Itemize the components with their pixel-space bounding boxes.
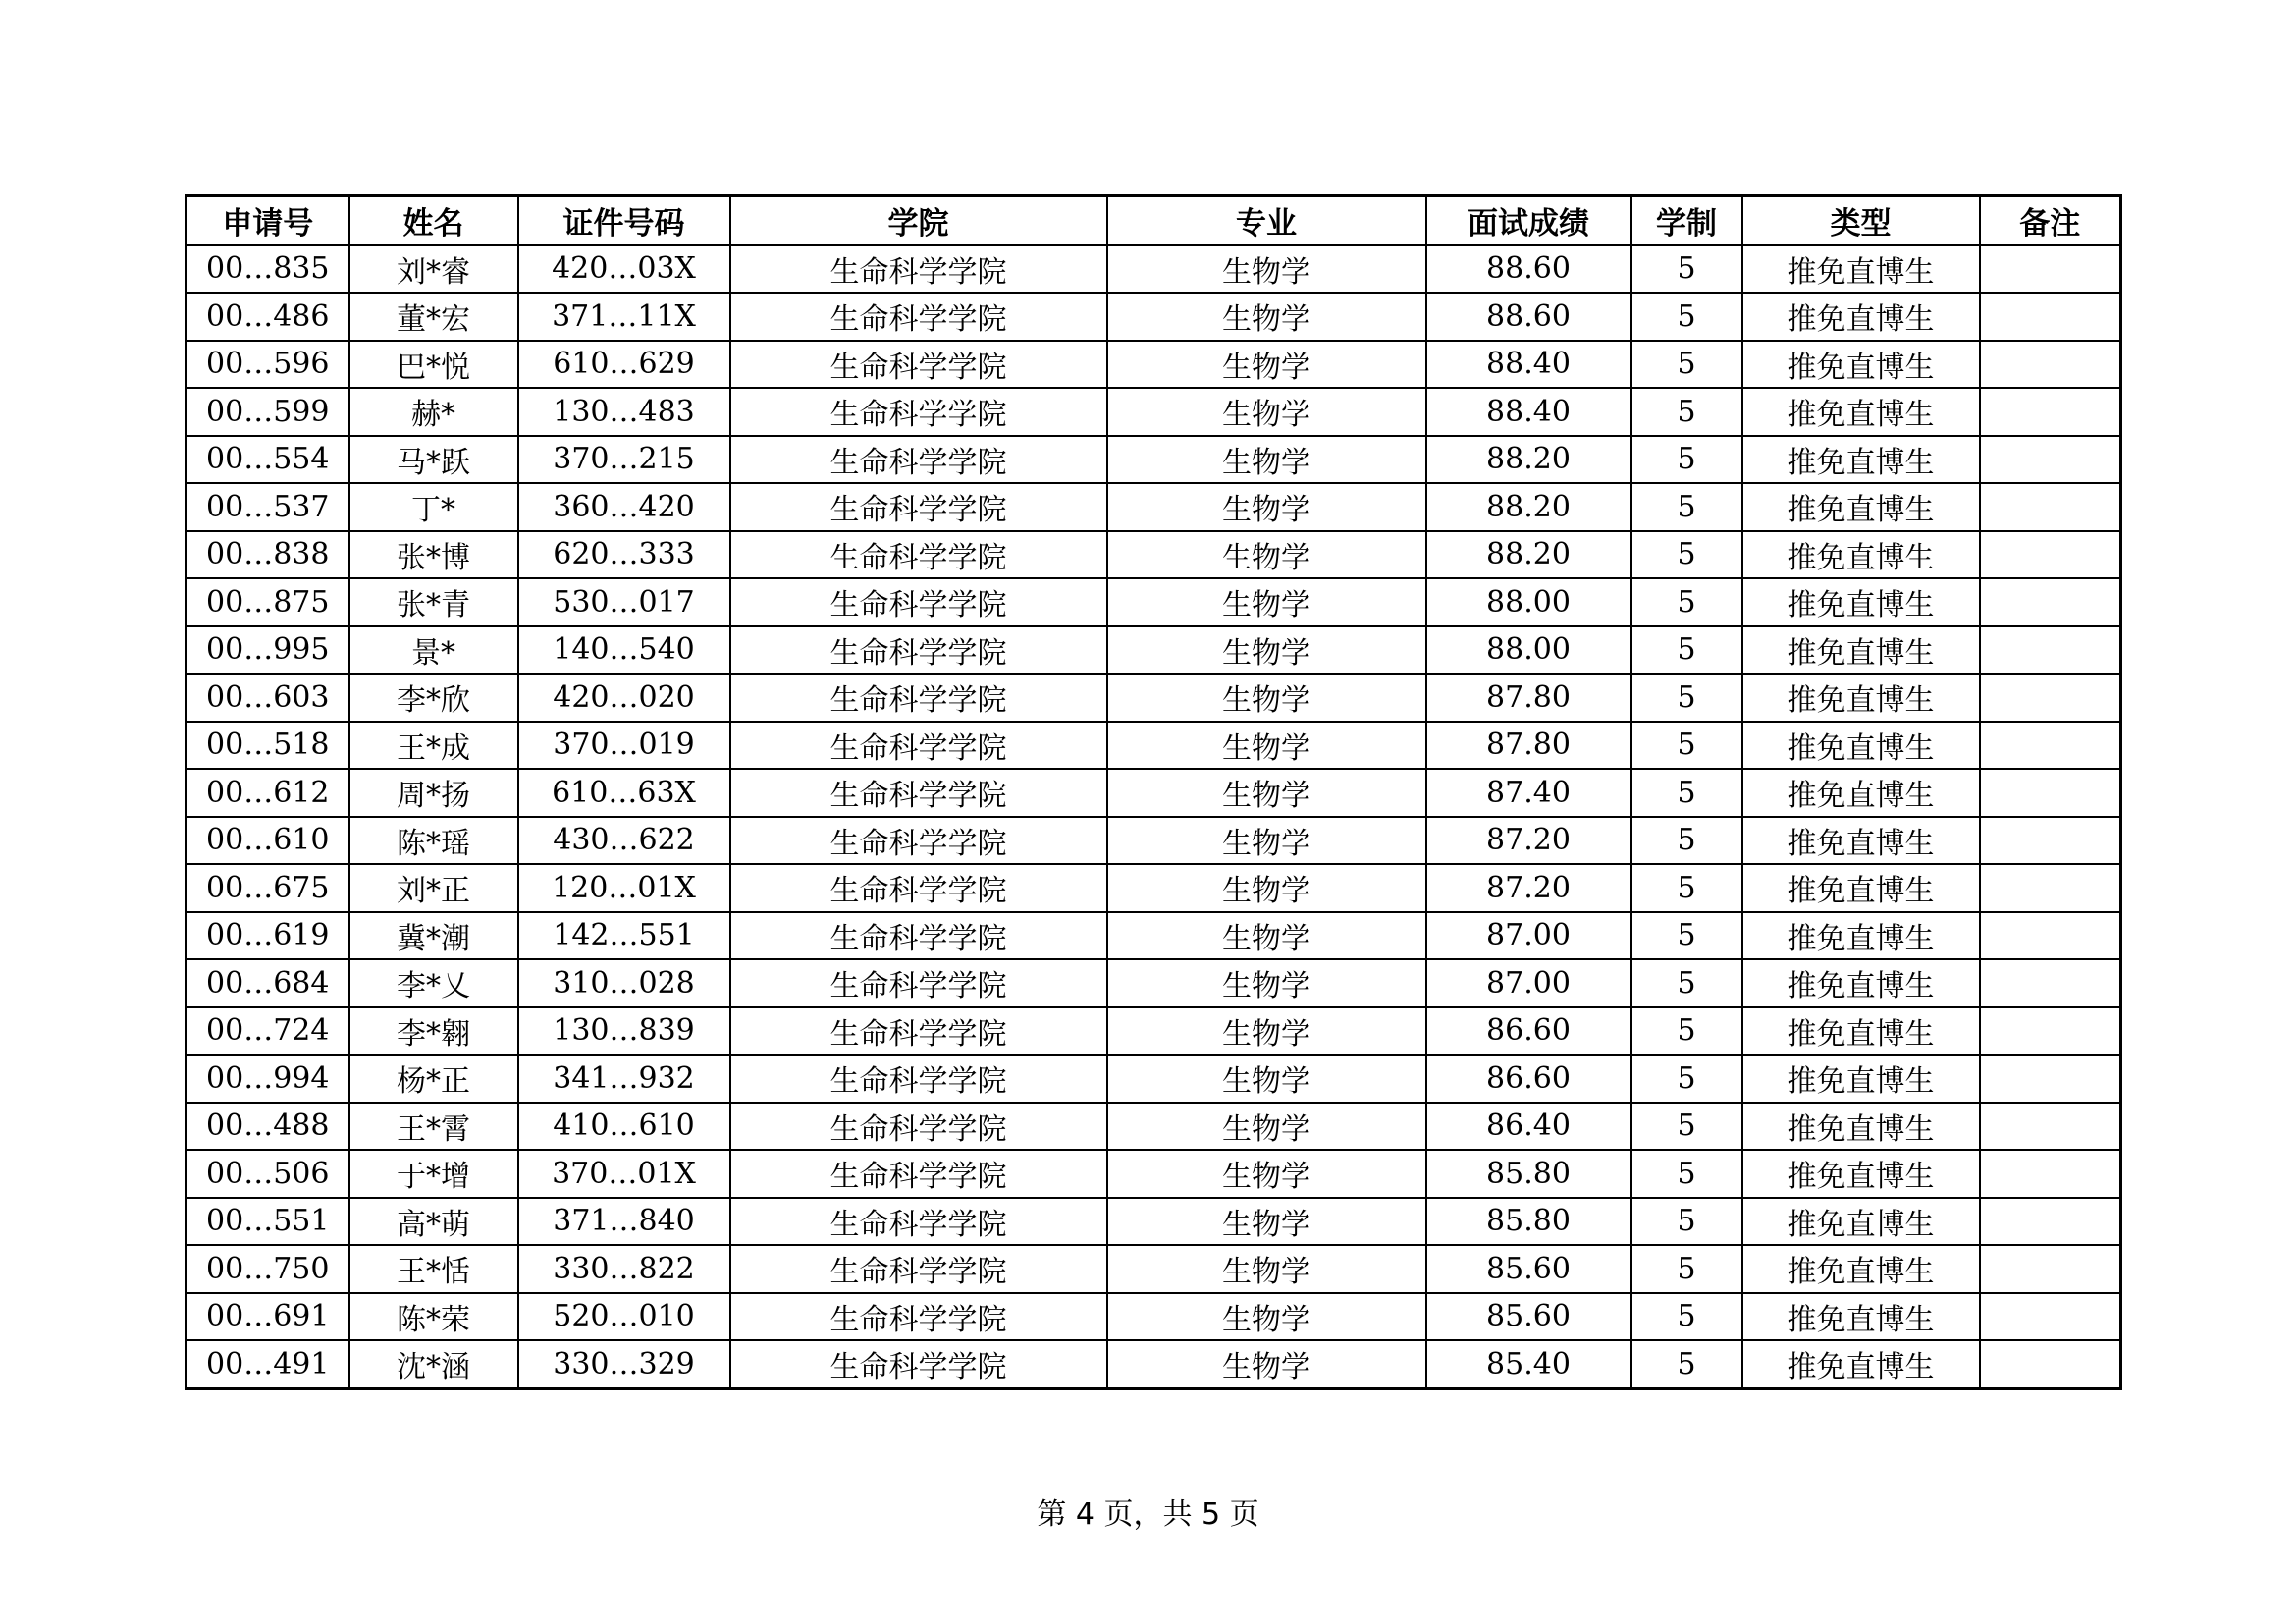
table-header-row <box>187 196 2121 245</box>
table-row <box>187 1245 2121 1293</box>
cell-school: 生命科学学院 <box>730 722 1107 770</box>
cell-school: 生命科学学院 <box>730 341 1107 389</box>
cell-id-number: 360…420 <box>518 483 730 531</box>
cell-major: 生物学 <box>1107 531 1426 579</box>
cell-school: 生命科学学院 <box>730 912 1107 960</box>
cell-name: 李*乂 <box>349 959 518 1007</box>
cell-duration: 5 <box>1631 1340 1742 1388</box>
table-row <box>187 674 2121 722</box>
cell-school: 生命科学学院 <box>730 388 1107 436</box>
cell-remarks <box>1980 1340 2121 1388</box>
cell-major: 生物学 <box>1107 1103 1426 1151</box>
cell-remarks <box>1980 293 2121 341</box>
cell-major: 生物学 <box>1107 722 1426 770</box>
column-header-major: 专业 <box>1107 196 1426 245</box>
table-row <box>187 959 2121 1007</box>
cell-major: 生物学 <box>1107 1055 1426 1103</box>
cell-application-id: 00…724 <box>187 1007 349 1056</box>
table-row <box>187 817 2121 865</box>
cell-major: 生物学 <box>1107 817 1426 865</box>
cell-application-id: 00…603 <box>187 674 349 722</box>
cell-name: 高*萌 <box>349 1198 518 1246</box>
cell-interview-score: 86.60 <box>1426 1007 1631 1056</box>
cell-remarks <box>1980 1245 2121 1293</box>
table-row <box>187 244 2121 293</box>
cell-duration: 5 <box>1631 341 1742 389</box>
cell-school: 生命科学学院 <box>730 1007 1107 1056</box>
cell-remarks <box>1980 578 2121 626</box>
cell-major: 生物学 <box>1107 436 1426 484</box>
cell-application-id: 00…994 <box>187 1055 349 1103</box>
cell-major: 生物学 <box>1107 341 1426 389</box>
cell-interview-score: 85.80 <box>1426 1198 1631 1246</box>
cell-duration: 5 <box>1631 1293 1742 1341</box>
cell-major: 生物学 <box>1107 1245 1426 1293</box>
cell-type: 推免直博生 <box>1742 817 1980 865</box>
cell-interview-score: 87.20 <box>1426 817 1631 865</box>
cell-school: 生命科学学院 <box>730 959 1107 1007</box>
cell-duration: 5 <box>1631 1150 1742 1198</box>
cell-id-number: 140…540 <box>518 626 730 675</box>
table-row <box>187 1340 2121 1388</box>
cell-remarks <box>1980 244 2121 293</box>
cell-name: 陈*瑶 <box>349 817 518 865</box>
column-header-duration: 学制 <box>1631 196 1742 245</box>
cell-id-number: 370…01X <box>518 1150 730 1198</box>
cell-interview-score: 87.00 <box>1426 912 1631 960</box>
cell-school: 生命科学学院 <box>730 626 1107 675</box>
cell-application-id: 00…875 <box>187 578 349 626</box>
cell-duration: 5 <box>1631 578 1742 626</box>
table-row <box>187 864 2121 912</box>
cell-school: 生命科学学院 <box>730 531 1107 579</box>
table-row <box>187 531 2121 579</box>
cell-application-id: 00…518 <box>187 722 349 770</box>
cell-school: 生命科学学院 <box>730 1198 1107 1246</box>
cell-application-id: 00…486 <box>187 293 349 341</box>
cell-id-number: 130…839 <box>518 1007 730 1056</box>
cell-interview-score: 85.60 <box>1426 1245 1631 1293</box>
cell-name: 王*霄 <box>349 1103 518 1151</box>
cell-school: 生命科学学院 <box>730 1340 1107 1388</box>
cell-application-id: 00…691 <box>187 1293 349 1341</box>
cell-type: 推免直博生 <box>1742 1007 1980 1056</box>
cell-school: 生命科学学院 <box>730 244 1107 293</box>
cell-name: 张*博 <box>349 531 518 579</box>
cell-major: 生物学 <box>1107 388 1426 436</box>
cell-name: 丁* <box>349 483 518 531</box>
cell-id-number: 120…01X <box>518 864 730 912</box>
cell-id-number: 371…840 <box>518 1198 730 1246</box>
cell-id-number: 610…629 <box>518 341 730 389</box>
cell-type: 推免直博生 <box>1742 1198 1980 1246</box>
cell-name: 刘*睿 <box>349 244 518 293</box>
cell-name: 杨*正 <box>349 1055 518 1103</box>
cell-type: 推免直博生 <box>1742 531 1980 579</box>
cell-id-number: 341…932 <box>518 1055 730 1103</box>
cell-type: 推免直博生 <box>1742 341 1980 389</box>
page-footer: 第 4 页，共 5 页 <box>1037 1497 1259 1532</box>
cell-interview-score: 88.40 <box>1426 388 1631 436</box>
cell-school: 生命科学学院 <box>730 1055 1107 1103</box>
cell-duration: 5 <box>1631 912 1742 960</box>
table-row <box>187 388 2121 436</box>
column-header-application-id: 申请号 <box>187 196 349 245</box>
column-header-school: 学院 <box>730 196 1107 245</box>
cell-application-id: 00…491 <box>187 1340 349 1388</box>
cell-school: 生命科学学院 <box>730 864 1107 912</box>
cell-application-id: 00…838 <box>187 531 349 579</box>
cell-name: 陈*荣 <box>349 1293 518 1341</box>
cell-major: 生物学 <box>1107 483 1426 531</box>
cell-major: 生物学 <box>1107 1198 1426 1246</box>
table-row <box>187 626 2121 675</box>
cell-duration: 5 <box>1631 817 1742 865</box>
table-row <box>187 1150 2121 1198</box>
cell-duration: 5 <box>1631 1198 1742 1246</box>
cell-id-number: 610…63X <box>518 769 730 817</box>
cell-id-number: 142…551 <box>518 912 730 960</box>
cell-id-number: 410…610 <box>518 1103 730 1151</box>
cell-duration: 5 <box>1631 626 1742 675</box>
cell-major: 生物学 <box>1107 864 1426 912</box>
cell-name: 董*宏 <box>349 293 518 341</box>
cell-duration: 5 <box>1631 244 1742 293</box>
column-header-type: 类型 <box>1742 196 1980 245</box>
cell-remarks <box>1980 864 2121 912</box>
cell-interview-score: 87.20 <box>1426 864 1631 912</box>
cell-interview-score: 88.20 <box>1426 483 1631 531</box>
cell-id-number: 420…020 <box>518 674 730 722</box>
table-row <box>187 1055 2121 1103</box>
cell-id-number: 420…03X <box>518 244 730 293</box>
cell-remarks <box>1980 1007 2121 1056</box>
cell-remarks <box>1980 769 2121 817</box>
cell-name: 李*欣 <box>349 674 518 722</box>
cell-name: 马*跃 <box>349 436 518 484</box>
cell-duration: 5 <box>1631 293 1742 341</box>
cell-major: 生物学 <box>1107 244 1426 293</box>
table-row <box>187 1007 2121 1056</box>
cell-type: 推免直博生 <box>1742 959 1980 1007</box>
cell-application-id: 00…551 <box>187 1198 349 1246</box>
table-row <box>187 293 2121 341</box>
cell-duration: 5 <box>1631 1055 1742 1103</box>
cell-remarks <box>1980 531 2121 579</box>
cell-remarks <box>1980 483 2121 531</box>
cell-remarks <box>1980 341 2121 389</box>
cell-interview-score: 87.80 <box>1426 674 1631 722</box>
cell-major: 生物学 <box>1107 1007 1426 1056</box>
cell-duration: 5 <box>1631 388 1742 436</box>
cell-interview-score: 86.40 <box>1426 1103 1631 1151</box>
cell-school: 生命科学学院 <box>730 1103 1107 1151</box>
cell-remarks <box>1980 959 2121 1007</box>
cell-id-number: 520…010 <box>518 1293 730 1341</box>
table-row <box>187 912 2121 960</box>
cell-name: 于*增 <box>349 1150 518 1198</box>
cell-major: 生物学 <box>1107 1340 1426 1388</box>
cell-remarks <box>1980 912 2121 960</box>
cell-application-id: 00…596 <box>187 341 349 389</box>
cell-type: 推免直博生 <box>1742 626 1980 675</box>
cell-id-number: 371…11X <box>518 293 730 341</box>
cell-remarks <box>1980 674 2121 722</box>
column-header-id-number: 证件号码 <box>518 196 730 245</box>
cell-major: 生物学 <box>1107 912 1426 960</box>
table-row <box>187 1293 2121 1341</box>
admission-list-table <box>185 194 2122 1390</box>
cell-remarks <box>1980 722 2121 770</box>
cell-remarks <box>1980 388 2121 436</box>
cell-id-number: 330…329 <box>518 1340 730 1388</box>
cell-interview-score: 85.40 <box>1426 1340 1631 1388</box>
cell-interview-score: 87.80 <box>1426 722 1631 770</box>
cell-application-id: 00…537 <box>187 483 349 531</box>
cell-application-id: 00…619 <box>187 912 349 960</box>
cell-remarks <box>1980 626 2121 675</box>
column-header-interview-score: 面试成绩 <box>1426 196 1631 245</box>
cell-school: 生命科学学院 <box>730 769 1107 817</box>
cell-application-id: 00…610 <box>187 817 349 865</box>
table-row <box>187 722 2121 770</box>
cell-interview-score: 88.20 <box>1426 531 1631 579</box>
cell-interview-score: 87.40 <box>1426 769 1631 817</box>
cell-remarks <box>1980 1055 2121 1103</box>
table-row <box>187 436 2121 484</box>
cell-id-number: 330…822 <box>518 1245 730 1293</box>
cell-duration: 5 <box>1631 674 1742 722</box>
cell-major: 生物学 <box>1107 578 1426 626</box>
cell-name: 景* <box>349 626 518 675</box>
cell-name: 周*扬 <box>349 769 518 817</box>
cell-id-number: 430…622 <box>518 817 730 865</box>
cell-id-number: 620…333 <box>518 531 730 579</box>
cell-school: 生命科学学院 <box>730 1150 1107 1198</box>
cell-interview-score: 86.60 <box>1426 1055 1631 1103</box>
cell-application-id: 00…554 <box>187 436 349 484</box>
cell-application-id: 00…599 <box>187 388 349 436</box>
cell-duration: 5 <box>1631 531 1742 579</box>
cell-id-number: 130…483 <box>518 388 730 436</box>
cell-interview-score: 88.60 <box>1426 293 1631 341</box>
cell-id-number: 370…215 <box>518 436 730 484</box>
cell-school: 生命科学学院 <box>730 293 1107 341</box>
table-row <box>187 1198 2121 1246</box>
cell-remarks <box>1980 1198 2121 1246</box>
cell-duration: 5 <box>1631 959 1742 1007</box>
cell-interview-score: 88.60 <box>1426 244 1631 293</box>
cell-school: 生命科学学院 <box>730 1293 1107 1341</box>
cell-application-id: 00…612 <box>187 769 349 817</box>
cell-id-number: 530…017 <box>518 578 730 626</box>
cell-duration: 5 <box>1631 769 1742 817</box>
cell-type: 推免直博生 <box>1742 674 1980 722</box>
cell-name: 沈*涵 <box>349 1340 518 1388</box>
cell-major: 生物学 <box>1107 959 1426 1007</box>
cell-application-id: 00…995 <box>187 626 349 675</box>
cell-type: 推免直博生 <box>1742 1150 1980 1198</box>
cell-interview-score: 88.00 <box>1426 626 1631 675</box>
cell-duration: 5 <box>1631 1245 1742 1293</box>
cell-interview-score: 85.60 <box>1426 1293 1631 1341</box>
cell-major: 生物学 <box>1107 1293 1426 1341</box>
cell-school: 生命科学学院 <box>730 674 1107 722</box>
table-row <box>187 769 2121 817</box>
cell-name: 赫* <box>349 388 518 436</box>
cell-duration: 5 <box>1631 1007 1742 1056</box>
table-row <box>187 483 2121 531</box>
cell-interview-score: 85.80 <box>1426 1150 1631 1198</box>
cell-application-id: 00…684 <box>187 959 349 1007</box>
cell-type: 推免直博生 <box>1742 436 1980 484</box>
cell-remarks <box>1980 1103 2121 1151</box>
cell-school: 生命科学学院 <box>730 483 1107 531</box>
cell-duration: 5 <box>1631 722 1742 770</box>
cell-type: 推免直博生 <box>1742 244 1980 293</box>
cell-id-number: 370…019 <box>518 722 730 770</box>
cell-application-id: 00…750 <box>187 1245 349 1293</box>
cell-name: 王*恬 <box>349 1245 518 1293</box>
cell-interview-score: 88.40 <box>1426 341 1631 389</box>
table-row <box>187 341 2121 389</box>
cell-application-id: 00…675 <box>187 864 349 912</box>
cell-remarks <box>1980 1150 2121 1198</box>
cell-major: 生物学 <box>1107 674 1426 722</box>
cell-type: 推免直博生 <box>1742 388 1980 436</box>
cell-type: 推免直博生 <box>1742 1103 1980 1151</box>
cell-remarks <box>1980 817 2121 865</box>
cell-type: 推免直博生 <box>1742 722 1980 770</box>
cell-name: 冀*潮 <box>349 912 518 960</box>
cell-application-id: 00…488 <box>187 1103 349 1151</box>
cell-major: 生物学 <box>1107 293 1426 341</box>
cell-type: 推免直博生 <box>1742 1055 1980 1103</box>
cell-type: 推免直博生 <box>1742 483 1980 531</box>
cell-name: 张*青 <box>349 578 518 626</box>
cell-type: 推免直博生 <box>1742 769 1980 817</box>
cell-type: 推免直博生 <box>1742 912 1980 960</box>
cell-duration: 5 <box>1631 436 1742 484</box>
cell-school: 生命科学学院 <box>730 1245 1107 1293</box>
cell-type: 推免直博生 <box>1742 1245 1980 1293</box>
table-row <box>187 1103 2121 1151</box>
column-header-name: 姓名 <box>349 196 518 245</box>
cell-type: 推免直博生 <box>1742 1293 1980 1341</box>
cell-school: 生命科学学院 <box>730 578 1107 626</box>
cell-type: 推免直博生 <box>1742 293 1980 341</box>
column-header-remarks: 备注 <box>1980 196 2121 245</box>
cell-name: 王*成 <box>349 722 518 770</box>
cell-remarks <box>1980 1293 2121 1341</box>
cell-school: 生命科学学院 <box>730 436 1107 484</box>
cell-type: 推免直博生 <box>1742 864 1980 912</box>
cell-name: 李*翱 <box>349 1007 518 1056</box>
cell-duration: 5 <box>1631 1103 1742 1151</box>
cell-duration: 5 <box>1631 864 1742 912</box>
cell-interview-score: 88.00 <box>1426 578 1631 626</box>
cell-major: 生物学 <box>1107 626 1426 675</box>
cell-application-id: 00…835 <box>187 244 349 293</box>
cell-interview-score: 88.20 <box>1426 436 1631 484</box>
cell-major: 生物学 <box>1107 1150 1426 1198</box>
cell-duration: 5 <box>1631 483 1742 531</box>
cell-school: 生命科学学院 <box>730 817 1107 865</box>
table-row <box>187 578 2121 626</box>
cell-interview-score: 87.00 <box>1426 959 1631 1007</box>
cell-name: 刘*正 <box>349 864 518 912</box>
cell-id-number: 310…028 <box>518 959 730 1007</box>
cell-type: 推免直博生 <box>1742 1340 1980 1388</box>
cell-major: 生物学 <box>1107 769 1426 817</box>
cell-application-id: 00…506 <box>187 1150 349 1198</box>
cell-name: 巴*悦 <box>349 341 518 389</box>
cell-remarks <box>1980 436 2121 484</box>
table-body <box>187 244 2121 1388</box>
cell-type: 推免直博生 <box>1742 578 1980 626</box>
